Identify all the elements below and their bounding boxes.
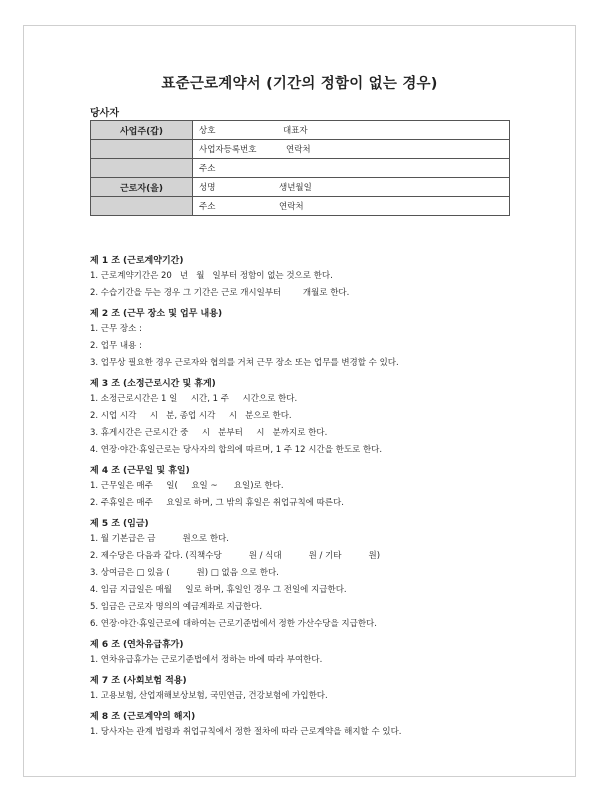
table-cell (193, 197, 510, 216)
clause-item: 2. 제수당은 다음과 같다. (직책수당 원 / 식대 원 / 기타 원) (90, 551, 381, 561)
parties-heading: 당사자 (90, 108, 119, 119)
clause-item: 4. 임금 지급일은 매월 일로 하며, 휴일인 경우 그 전일에 지급한다. (90, 585, 347, 595)
clause-item: 3. 업무상 필요한 경우 근로자와 협의를 거쳐 근무 장소 또는 업무를 변경할 수 있다. (90, 358, 399, 368)
clause-item: 1. 월 기본급은 금 원으로 한다. (90, 534, 229, 544)
employer-role-cell-continued (91, 140, 193, 159)
clause-section (90, 673, 530, 702)
clause-item: 2. 업무 내용 : (90, 341, 142, 351)
table-cell (193, 159, 510, 178)
clause-item: 2. 시업 시각 시 분, 종업 시각 시 분으로 한다. (90, 411, 292, 421)
clause-section (90, 637, 530, 666)
document-page (23, 25, 576, 777)
clause-section (90, 306, 530, 369)
clause-item: 6. 연장·야간·휴일근로에 대하여는 근로기준법에서 정한 가산수당을 지급한다. (90, 619, 377, 629)
clause-title: 제 8 조 (근로계약의 해지) (90, 712, 196, 722)
clause-section (90, 516, 530, 630)
table-cell (193, 140, 510, 159)
table-row (91, 140, 510, 159)
clause-item: 1. 근로계약기간은 20 년 월 일부터 정함이 없는 것으로 한다. (90, 271, 333, 281)
clause-title: 제 3 조 (소정근로시간 및 휴게) (90, 379, 216, 389)
birthdate-label: 생년월일 (279, 183, 312, 193)
company-name-label: 상호 (199, 126, 216, 136)
table-row (91, 197, 510, 216)
clause-item: 2. 주휴일은 매주 요일로 하며, 그 밖의 휴일은 취업규칙에 따른다. (90, 498, 344, 508)
table-row (91, 178, 510, 197)
clause-title: 제 1 조 (근로계약기간) (90, 256, 184, 266)
employer-role-cell: 사업주(갑) (91, 121, 193, 140)
table-cell (193, 121, 510, 140)
clause-item: 4. 연장·야간·휴일근로는 당사자의 합의에 따르며, 1 주 12 시간을 한도로 한다. (90, 445, 383, 455)
employer-address-label: 주소 (199, 164, 216, 174)
employee-address-label: 주소 (199, 202, 216, 212)
clause-item: 3. 상여금은 □ 있음 ( 원) □ 없음 으로 한다. (90, 568, 279, 578)
clause-section (90, 253, 530, 299)
employer-role-cell-continued (91, 159, 193, 178)
business-reg-no-label: 사업자등록번호 (199, 145, 257, 155)
clause-item: 1. 연차유급휴가는 근로기준법에서 정하는 바에 따라 부여한다. (90, 655, 323, 665)
clause-section (90, 463, 530, 509)
clause-title: 제 6 조 (연차유급휴가) (90, 640, 184, 650)
representative-label: 대표자 (283, 126, 308, 136)
table-row (91, 159, 510, 178)
employee-role-cell-continued (91, 197, 193, 216)
clause-title: 제 5 조 (임금) (90, 519, 149, 529)
employee-contact-label: 연락처 (279, 202, 304, 212)
parties-table (90, 120, 510, 216)
clause-item: 5. 임금은 근로자 명의의 예금계좌로 지급한다. (90, 602, 263, 612)
clause-title: 제 4 조 (근무일 및 휴일) (90, 466, 190, 476)
clause-item: 1. 소정근로시간은 1 일 시간, 1 주 시간으로 한다. (90, 394, 298, 404)
clause-item: 1. 근무일은 매주 일( 요일 ~ 요일)로 한다. (90, 481, 284, 491)
contract-clauses (90, 253, 530, 745)
employer-contact-label: 연락처 (286, 145, 311, 155)
table-cell (193, 178, 510, 197)
employee-name-label: 성명 (199, 183, 216, 193)
clause-item: 1. 근무 장소 : (90, 324, 142, 334)
clause-title: 제 2 조 (근무 장소 및 업무 내용) (90, 309, 223, 319)
clause-item: 1. 당사자는 관계 법령과 취업규칙에서 정한 절차에 따라 근로계약을 해지할 수 있다. (90, 727, 402, 737)
table-row (91, 121, 510, 140)
document-title: 표준근로계약서 (기간의 정함이 없는 경우) (161, 76, 438, 92)
employee-role-cell: 근로자(을) (91, 178, 193, 197)
clause-title: 제 7 조 (사회보험 적용) (90, 676, 187, 686)
clause-item: 3. 휴게시간은 근로시간 중 시 분부터 시 분까지로 한다. (90, 428, 328, 438)
clause-item: 2. 수습기간을 두는 경우 그 기간은 근로 개시일부터 개월로 한다. (90, 288, 350, 298)
clause-section (90, 376, 530, 456)
clause-item: 1. 고용보험, 산업재해보상보험, 국민연금, 건강보험에 가입한다. (90, 691, 328, 701)
clause-section (90, 709, 530, 738)
